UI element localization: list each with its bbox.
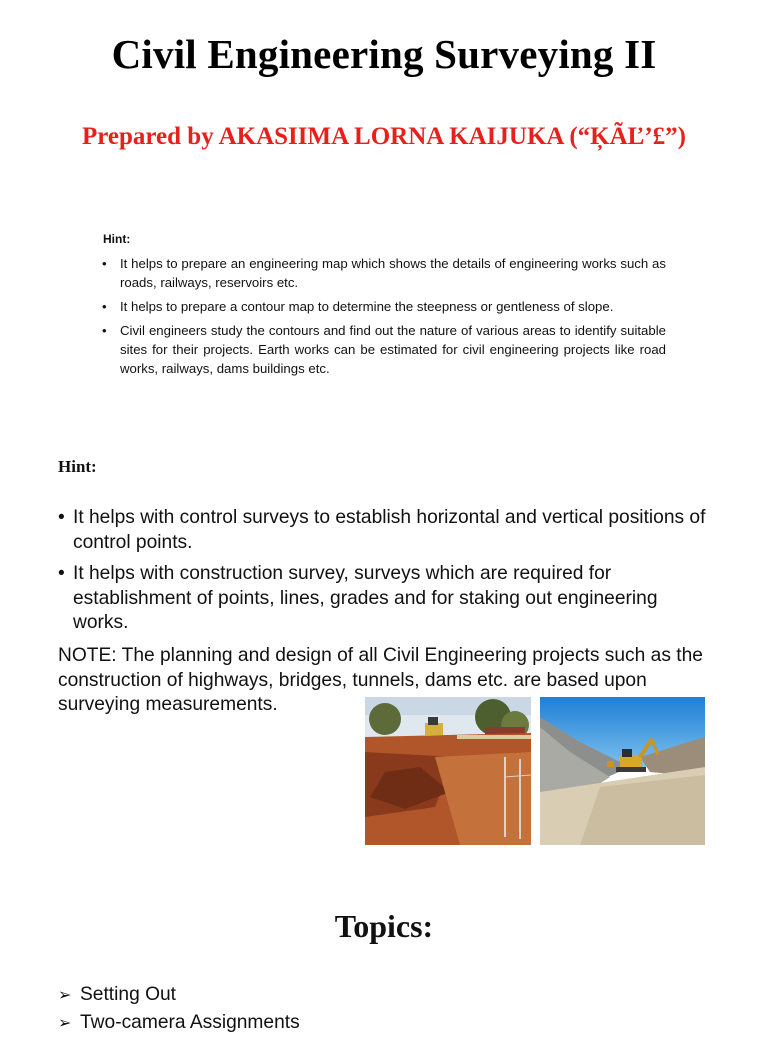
hint-heading-large: Hint: [58, 457, 97, 476]
note-paragraph: NOTE: The planning and design of all Civil Engineering projects such as the construction of highways, bridges, tunnels, dams etc. are based upon surveying measurements. [58, 645, 703, 715]
list-item: • Civil engineers study the contours and find out the nature of various areas to identify suitable sites for their projects. Earth works can be estimated for civil engineering projects like road works, railways, dams buildings etc. [102, 323, 666, 376]
bullet-icon: • [58, 507, 65, 528]
topics-heading: Topics: [334, 908, 434, 944]
list-item: • It helps with control surveys to establish horizontal and vertical positions of control points. [58, 507, 706, 553]
bullet-icon: • [102, 323, 107, 338]
bullet-icon: • [102, 256, 107, 271]
topic-item: ➢ Setting Out [58, 983, 300, 1007]
arrow-bullet-icon: ➢ [58, 1015, 72, 1032]
arrow-bullet-icon: ➢ [58, 987, 72, 1004]
list-item: • It helps with construction survey, surveys which are required for establishment of points, lines, grades and for staking out engineering works. [58, 563, 658, 633]
list-item: • It helps to prepare an engineering map which shows the details of engineering works such as roads, railways, reservoirs etc. [102, 256, 666, 290]
hint-heading-small: Hint: [103, 232, 131, 246]
bullet-icon: • [58, 563, 65, 584]
author-line: Prepared by AKASIIMA LORNA KAIJUKA (“ĶÃĽ’£”) [82, 123, 686, 150]
topic-item: ➢ Two-camera Assignments [58, 1011, 300, 1035]
bullet-icon: • [102, 299, 107, 314]
road-construction-photo [365, 697, 531, 845]
excavation-site-photo [540, 697, 705, 845]
hint-list-large [58, 506, 718, 643]
document-title: Civil Engineering Surveying II [111, 31, 657, 77]
list-item: • It helps to prepare a contour map to determine the steepness or gentleness of slope. [102, 299, 614, 314]
hint-list-small [100, 254, 666, 383]
topics-list [58, 983, 300, 1039]
